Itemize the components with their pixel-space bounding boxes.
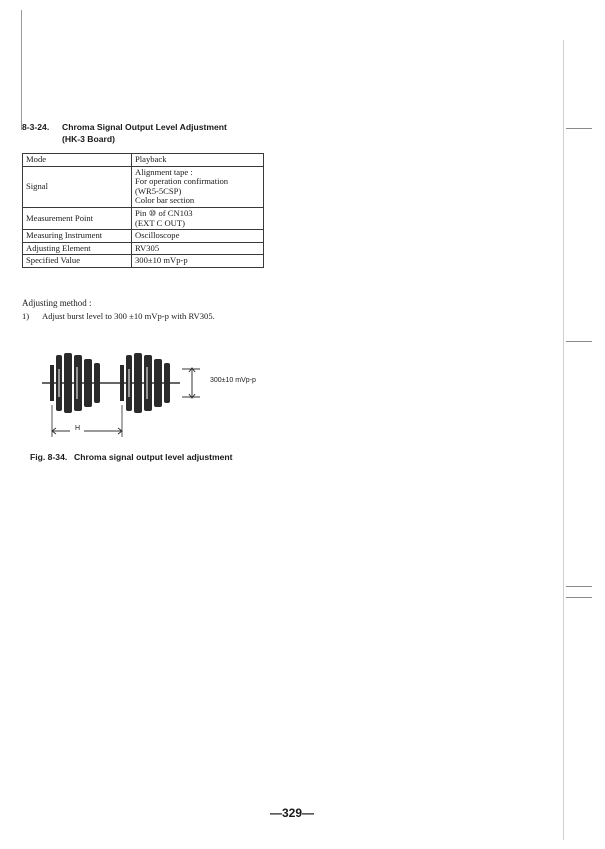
period-label: H	[75, 425, 81, 432]
scan-edge-line	[563, 40, 564, 840]
table-row	[23, 242, 264, 255]
section-title: Chroma Signal Output Level Adjustment	[62, 122, 227, 132]
table-row	[23, 230, 264, 243]
table-value: Playback	[132, 154, 264, 167]
waveform-drawing	[30, 345, 290, 445]
table-key: Adjusting Element	[23, 242, 132, 255]
table-key: Signal	[23, 166, 132, 207]
table-value: RV305	[132, 242, 264, 255]
table-row	[23, 207, 264, 229]
figure-caption-text: Chroma signal output level adjustment	[74, 452, 233, 462]
table-row	[23, 154, 264, 167]
edge-mark	[566, 597, 592, 598]
amplitude-label: 300±10 mVp-p	[210, 377, 256, 384]
figure-number: Fig. 8-34.	[30, 452, 68, 462]
edge-mark	[566, 586, 592, 587]
table-key: Measurement Point	[23, 207, 132, 229]
table-key: Measuring Instrument	[23, 230, 132, 243]
table-value: Alignment tape : For operation confirmation (WR5-5CSP) Color bar section	[132, 166, 264, 207]
step-number: 1)	[22, 311, 30, 321]
page-number: —329—	[270, 806, 315, 820]
step-text: Adjust burst level to 300 ±10 mVp-p with RV305.	[42, 311, 215, 321]
method-title: Adjusting method :	[22, 298, 92, 308]
table-row	[23, 166, 264, 207]
section-heading	[22, 121, 227, 144]
table-row	[23, 255, 264, 268]
method-step	[22, 311, 215, 321]
table-value: Pin ⑩ of CN103 (EXT C OUT)	[132, 207, 264, 229]
chroma-waveform-figure	[30, 345, 290, 445]
spec-table	[22, 153, 264, 268]
figure-caption	[30, 452, 233, 462]
section-number: 8-3-24.	[22, 122, 50, 132]
edge-mark	[566, 341, 592, 342]
edge-mark	[566, 128, 592, 129]
table-value: Oscilloscope	[132, 230, 264, 243]
table-key: Specified Value	[23, 255, 132, 268]
scan-margin-line	[21, 10, 22, 130]
table-key: Mode	[23, 154, 132, 167]
table-value: 300±10 mVp-p	[132, 255, 264, 268]
section-subtitle: (HK-3 Board)	[62, 134, 115, 144]
